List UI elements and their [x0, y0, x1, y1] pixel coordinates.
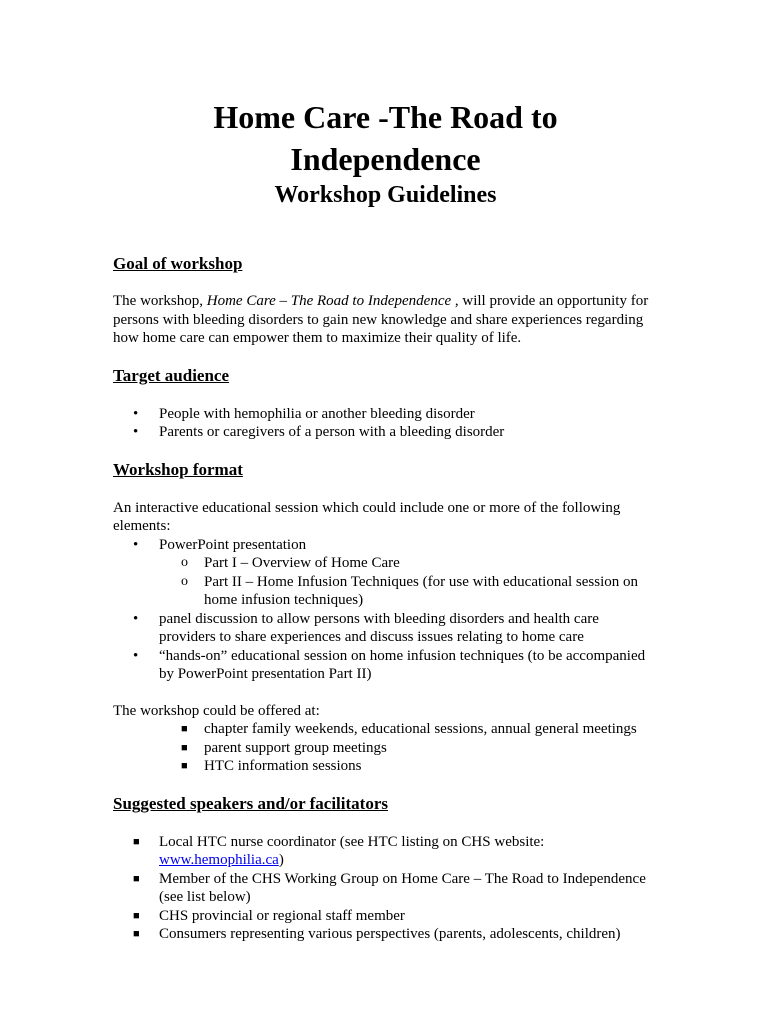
list-item-text: PowerPoint presentation — [159, 536, 307, 553]
bullet-marker: • — [133, 405, 139, 422]
title-line-1: Home Care -The Road to — [213, 99, 558, 135]
audience-list — [113, 405, 658, 442]
list-item-text: parent support group meetings — [204, 739, 387, 756]
goal-heading: Goal of workshop — [113, 254, 243, 273]
square-bullet-marker: ■ — [181, 760, 188, 772]
list-item-text: “hands-on” educational session on home infusion techniques (to be accompanied by PowerPoint presentation Part II) — [159, 647, 646, 682]
square-bullet-marker: ■ — [133, 872, 140, 885]
speakers-list — [113, 833, 658, 944]
format-list — [113, 536, 658, 684]
list-item — [113, 925, 658, 944]
list-item — [113, 907, 658, 926]
list-item — [113, 870, 658, 907]
sub-list-item — [113, 554, 658, 573]
list-item-text: Parents or caregivers of a person with a bleeding disorder — [159, 424, 505, 440]
square-bullet-marker: ■ — [133, 835, 140, 848]
list-item — [113, 610, 658, 647]
square-bullet-marker: ■ — [133, 909, 140, 922]
offered-list — [113, 720, 658, 776]
format-heading: Workshop format — [113, 459, 243, 479]
document-subtitle: Workshop Guidelines — [274, 182, 497, 208]
speakers-heading: Suggested speakers and/or facilitators — [113, 793, 388, 813]
list-item — [113, 739, 658, 758]
list-item — [113, 536, 658, 555]
list-item — [113, 757, 658, 776]
list-item — [113, 833, 658, 870]
square-bullet-marker: ■ — [133, 928, 140, 940]
list-item-text: ) — [278, 852, 284, 868]
list-item-text: Local HTC nurse coordinator (see HTC listing on CHS website: — [159, 833, 545, 850]
goal-paragraph — [113, 292, 658, 348]
title-line-2: Independence — [290, 141, 481, 177]
list-item-text: Part I – Overview of Home Care — [204, 555, 400, 571]
list-item — [113, 720, 658, 739]
square-bullet-marker: ■ — [181, 741, 188, 754]
goal-text-before: The workshop, — [113, 293, 207, 309]
audience-heading: Target audience — [113, 365, 230, 385]
sub-bullet-marker: o — [181, 555, 188, 570]
list-item-text: panel discussion to allow persons with bleeding disorders and health care providers to share experiences and discuss issues relating to home care — [159, 610, 599, 645]
bullet-marker: • — [133, 536, 139, 553]
list-item-text: People with hemophilia or another bleeding disorder — [159, 405, 475, 422]
list-item-text: CHS provincial or regional staff member — [159, 907, 405, 924]
sub-list-item — [113, 573, 658, 610]
sub-bullet-marker: o — [181, 573, 188, 589]
workshop-title-italic: Home Care – The Road to Independence — [206, 293, 452, 309]
list-item-text: Member of the CHS Working Group on Home Care – The Road to Independence (see list below) — [159, 870, 646, 905]
goal-text-after: , will provide an opportunity for persons with bleeding disorders to gain new knowledge and share experiences regarding how home care can empower them to maximize their quality of life. — [113, 293, 649, 346]
document-title — [113, 96, 658, 180]
format-intro: An interactive educational session which could include one or more of the following elements: — [113, 499, 621, 534]
list-item — [113, 647, 658, 684]
list-item — [113, 423, 658, 442]
list-item-text: HTC information sessions — [204, 758, 362, 774]
bullet-marker: • — [133, 424, 139, 440]
bullet-marker: • — [133, 610, 139, 627]
bullet-marker: • — [133, 647, 139, 664]
list-item-text: Part II – Home Infusion Techniques (for use with educational session on home infusion techniques) — [204, 573, 638, 608]
offered-intro: The workshop could be offered at: — [113, 702, 320, 719]
list-item — [113, 405, 658, 424]
list-item-text: Consumers representing various perspectives (parents, adolescents, children) — [159, 926, 621, 942]
square-bullet-marker: ■ — [181, 723, 188, 735]
document-page — [113, 96, 658, 944]
list-item-text: chapter family weekends, educational sessions, annual general meetings — [204, 721, 637, 737]
hemophilia-website-link[interactable]: www.hemophilia.ca — [159, 852, 279, 868]
